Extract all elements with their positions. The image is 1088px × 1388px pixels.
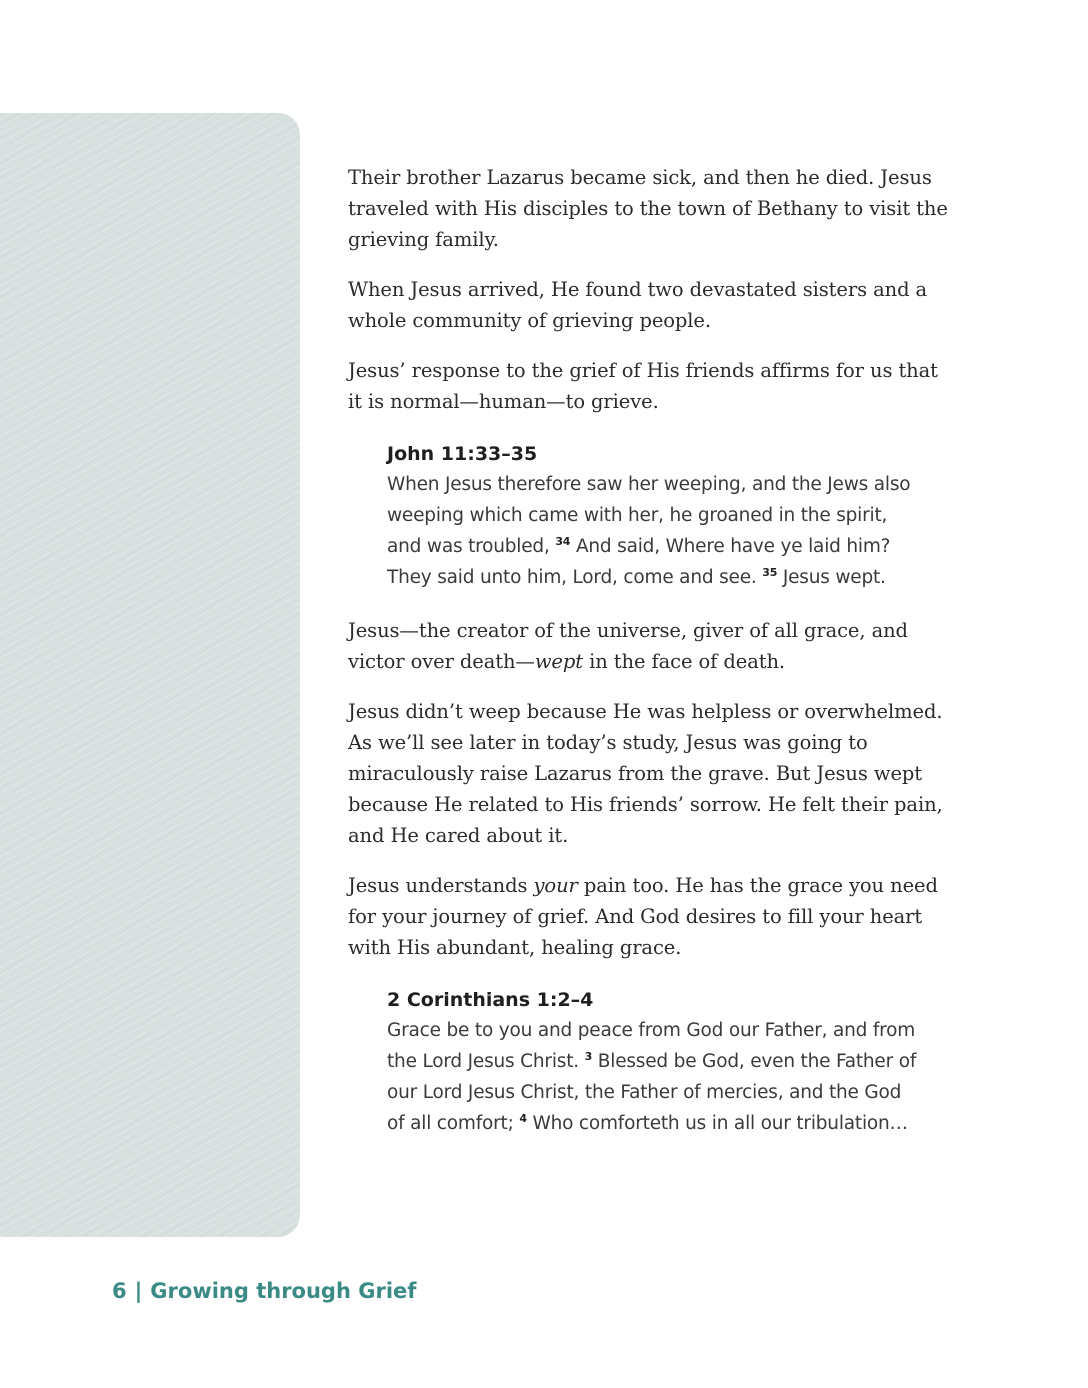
paragraph-arrival: When Jesus arrived, He found two devastated sisters and a whole community of grieving people. xyxy=(348,278,928,332)
paragraph-your-pain xyxy=(348,870,948,963)
scripture-text-part: And said, Where have ye laid him? They said unto him, Lord, come and see. xyxy=(387,536,891,588)
scripture-text-part: Who comforteth us in all our tribulation… xyxy=(526,1113,908,1134)
page-number: 6 xyxy=(112,1279,127,1303)
verse-number: 34 xyxy=(555,534,571,548)
emphasis-text: your xyxy=(533,874,578,897)
scripture-text xyxy=(387,469,917,593)
scripture-block-john xyxy=(387,439,917,593)
emphasis-text: wept xyxy=(534,650,583,673)
scripture-block-corinthians xyxy=(387,985,917,1139)
scripture-reference: 2 Corinthians 1:2–4 xyxy=(387,989,594,1011)
verse-number: 35 xyxy=(762,565,778,579)
scripture-text-part: Jesus wept. xyxy=(777,567,886,588)
text-run: in the face of death. xyxy=(583,650,786,673)
paragraph-why-wept: Jesus didn’t weep because He was helpless or overwhelmed. As we’ll see later in today’s study, Jesus was going to miraculously raise Lazarus from the grave. But Jesus wept because He related to His friends’ sorrow. He felt their pain, and He cared about it. xyxy=(348,700,943,847)
paragraph-lazarus: Their brother Lazarus became sick, and then he died. Jesus traveled with His disciples to the town of Bethany to visit the grieving family. xyxy=(348,166,948,251)
footer-separator: | xyxy=(134,1279,143,1303)
main-content xyxy=(348,162,948,1161)
text-run: Jesus—the creator of the universe, giver of all grace, and victor over death— xyxy=(348,619,908,673)
scripture-text xyxy=(387,1015,917,1139)
text-run: pain too. He has the grace you need for your journey of grief. And God desires to fill your heart with His abundant, healing grace. xyxy=(348,874,938,959)
paragraph-jesus-wept xyxy=(348,615,948,677)
scripture-text-part: When Jesus therefore saw her weeping, and the Jews also weeping which came with her, he groaned in the spirit, and was troubled, xyxy=(387,474,911,557)
text-run: Jesus understands xyxy=(348,874,534,897)
decorative-side-panel xyxy=(0,113,300,1237)
verse-number: 3 xyxy=(584,1049,593,1063)
page-footer xyxy=(112,1279,416,1303)
verse-number: 4 xyxy=(519,1111,527,1125)
scripture-text-part: Blessed be God, even the Father of our Lord Jesus Christ, the Father of mercies, and the God of all comfort; xyxy=(387,1051,917,1134)
book-title: Growing through Grief xyxy=(150,1279,417,1303)
paragraph-response: Jesus’ response to the grief of His friends affirms for us that it is normal—human—to grieve. xyxy=(348,359,938,413)
scripture-reference: John 11:33–35 xyxy=(387,443,538,465)
scripture-text-part: Grace be to you and peace from God our Father, and from the Lord Jesus Christ. xyxy=(387,1020,916,1072)
